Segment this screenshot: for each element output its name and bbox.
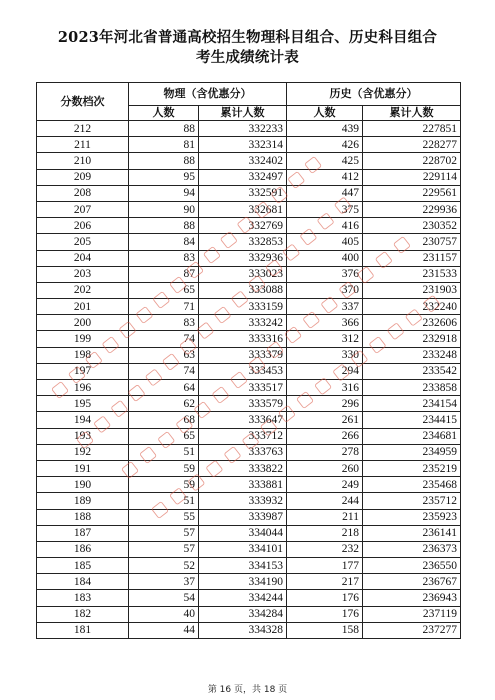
physics-cumulative-cell: 334101 [199, 541, 287, 557]
physics-count-cell: 44 [129, 622, 199, 638]
table-row [37, 574, 461, 590]
history-cumulative-cell: 236373 [363, 541, 461, 557]
physics-cumulative-cell: 334153 [199, 558, 287, 574]
physics-cumulative-cell: 332497 [199, 169, 287, 185]
score-cell: 205 [37, 234, 129, 250]
table-row [37, 509, 461, 525]
history-count-cell: 261 [287, 412, 363, 428]
score-cell: 187 [37, 525, 129, 541]
table-row [37, 428, 461, 444]
physics-count-cell: 71 [129, 299, 199, 315]
history-count-cell: 426 [287, 137, 363, 153]
table-row [37, 315, 461, 331]
history-cumulative-cell: 237277 [363, 622, 461, 638]
score-cell: 188 [37, 509, 129, 525]
physics-cumulative-cell: 333379 [199, 347, 287, 363]
physics-cumulative-cell: 333763 [199, 444, 287, 460]
physics-cumulative-cell: 333932 [199, 493, 287, 509]
score-cell: 201 [37, 299, 129, 315]
history-count-cell: 425 [287, 153, 363, 169]
table-row [37, 137, 461, 153]
score-cell: 185 [37, 558, 129, 574]
history-cumulative-cell: 229114 [363, 169, 461, 185]
physics-cumulative-cell: 334044 [199, 525, 287, 541]
table-row [37, 266, 461, 282]
table-row [37, 282, 461, 298]
physics-count-cell: 74 [129, 331, 199, 347]
table-row [37, 153, 461, 169]
physics-count-cell: 65 [129, 282, 199, 298]
score-cell: 206 [37, 218, 129, 234]
history-count-cell: 370 [287, 282, 363, 298]
history-cumulative-cell: 232240 [363, 299, 461, 315]
score-cell: 195 [37, 396, 129, 412]
physics-cumulative-cell: 334190 [199, 574, 287, 590]
physics-count-cell: 94 [129, 185, 199, 201]
physics-cumulative-cell: 332402 [199, 153, 287, 169]
physics-cumulative-cell: 333159 [199, 299, 287, 315]
history-count-cell: 218 [287, 525, 363, 541]
header-history-count: 人数 [287, 106, 363, 121]
table-row [37, 590, 461, 606]
history-count-cell: 412 [287, 169, 363, 185]
physics-count-cell: 84 [129, 234, 199, 250]
history-cumulative-cell: 233858 [363, 380, 461, 396]
score-cell: 190 [37, 477, 129, 493]
history-cumulative-cell: 236767 [363, 574, 461, 590]
score-cell: 192 [37, 444, 129, 460]
table-body [37, 121, 461, 639]
table-row [37, 558, 461, 574]
history-cumulative-cell: 232918 [363, 331, 461, 347]
history-count-cell: 266 [287, 428, 363, 444]
history-count-cell: 439 [287, 121, 363, 137]
history-cumulative-cell: 234415 [363, 412, 461, 428]
physics-count-cell: 51 [129, 493, 199, 509]
header-physics-count: 人数 [129, 106, 199, 121]
history-cumulative-cell: 231903 [363, 282, 461, 298]
table-row [37, 121, 461, 137]
history-cumulative-cell: 231533 [363, 266, 461, 282]
score-cell: 196 [37, 380, 129, 396]
physics-cumulative-cell: 332314 [199, 137, 287, 153]
physics-cumulative-cell: 334328 [199, 622, 287, 638]
physics-count-cell: 57 [129, 541, 199, 557]
history-count-cell: 158 [287, 622, 363, 638]
physics-count-cell: 57 [129, 525, 199, 541]
physics-cumulative-cell: 333881 [199, 477, 287, 493]
table-row [37, 541, 461, 557]
physics-cumulative-cell: 333242 [199, 315, 287, 331]
table-row [37, 331, 461, 347]
history-cumulative-cell: 236943 [363, 590, 461, 606]
history-cumulative-cell: 229936 [363, 201, 461, 217]
table-row [37, 250, 461, 266]
history-count-cell: 244 [287, 493, 363, 509]
score-cell: 181 [37, 622, 129, 638]
history-cumulative-cell: 229561 [363, 185, 461, 201]
score-cell: 191 [37, 460, 129, 476]
history-cumulative-cell: 228702 [363, 153, 461, 169]
table-row [37, 380, 461, 396]
history-count-cell: 296 [287, 396, 363, 412]
history-count-cell: 416 [287, 218, 363, 234]
score-cell: 199 [37, 331, 129, 347]
table-row [37, 201, 461, 217]
table-row [37, 299, 461, 315]
physics-count-cell: 74 [129, 363, 199, 379]
history-cumulative-cell: 227851 [363, 121, 461, 137]
history-cumulative-cell: 234959 [363, 444, 461, 460]
score-cell: 207 [37, 201, 129, 217]
physics-count-cell: 87 [129, 266, 199, 282]
history-cumulative-cell: 232606 [363, 315, 461, 331]
history-count-cell: 176 [287, 590, 363, 606]
physics-cumulative-cell: 332853 [199, 234, 287, 250]
header-physics-group: 物理（含优惠分） [129, 83, 287, 106]
history-cumulative-cell: 236550 [363, 558, 461, 574]
history-count-cell: 294 [287, 363, 363, 379]
table-row [37, 396, 461, 412]
physics-count-cell: 65 [129, 428, 199, 444]
header-history-cumulative: 累计人数 [363, 106, 461, 121]
table-row [37, 412, 461, 428]
physics-cumulative-cell: 333453 [199, 363, 287, 379]
history-count-cell: 260 [287, 460, 363, 476]
history-count-cell: 375 [287, 201, 363, 217]
physics-cumulative-cell: 332936 [199, 250, 287, 266]
physics-cumulative-cell: 333712 [199, 428, 287, 444]
history-count-cell: 176 [287, 606, 363, 622]
physics-cumulative-cell: 332591 [199, 185, 287, 201]
history-count-cell: 405 [287, 234, 363, 250]
physics-count-cell: 40 [129, 606, 199, 622]
physics-count-cell: 95 [129, 169, 199, 185]
table-row [37, 444, 461, 460]
score-cell: 184 [37, 574, 129, 590]
physics-count-cell: 55 [129, 509, 199, 525]
physics-count-cell: 83 [129, 250, 199, 266]
score-cell: 212 [37, 121, 129, 137]
table-row [37, 185, 461, 201]
history-count-cell: 366 [287, 315, 363, 331]
physics-cumulative-cell: 334284 [199, 606, 287, 622]
history-cumulative-cell: 230757 [363, 234, 461, 250]
score-cell: 211 [37, 137, 129, 153]
physics-count-cell: 81 [129, 137, 199, 153]
table-row [37, 622, 461, 638]
physics-count-cell: 62 [129, 396, 199, 412]
history-cumulative-cell: 235712 [363, 493, 461, 509]
history-cumulative-cell: 234681 [363, 428, 461, 444]
score-cell: 182 [37, 606, 129, 622]
score-cell: 208 [37, 185, 129, 201]
physics-count-cell: 68 [129, 412, 199, 428]
history-count-cell: 337 [287, 299, 363, 315]
physics-cumulative-cell: 333987 [199, 509, 287, 525]
score-cell: 210 [37, 153, 129, 169]
history-cumulative-cell: 235219 [363, 460, 461, 476]
history-count-cell: 400 [287, 250, 363, 266]
history-cumulative-cell: 233248 [363, 347, 461, 363]
physics-cumulative-cell: 334244 [199, 590, 287, 606]
physics-count-cell: 88 [129, 121, 199, 137]
header-score-level: 分数档次 [37, 83, 129, 121]
table-row [37, 606, 461, 622]
score-cell: 186 [37, 541, 129, 557]
score-cell: 209 [37, 169, 129, 185]
history-cumulative-cell: 231157 [363, 250, 461, 266]
physics-cumulative-cell: 333316 [199, 331, 287, 347]
table-row [37, 460, 461, 476]
history-count-cell: 249 [287, 477, 363, 493]
history-cumulative-cell: 228277 [363, 137, 461, 153]
physics-count-cell: 88 [129, 153, 199, 169]
physics-cumulative-cell: 333088 [199, 282, 287, 298]
physics-cumulative-cell: 333647 [199, 412, 287, 428]
physics-cumulative-cell: 332233 [199, 121, 287, 137]
score-cell: 183 [37, 590, 129, 606]
history-count-cell: 278 [287, 444, 363, 460]
table-row [37, 493, 461, 509]
history-cumulative-cell: 230352 [363, 218, 461, 234]
physics-count-cell: 64 [129, 380, 199, 396]
physics-count-cell: 37 [129, 574, 199, 590]
score-cell: 198 [37, 347, 129, 363]
physics-cumulative-cell: 333822 [199, 460, 287, 476]
history-cumulative-cell: 235923 [363, 509, 461, 525]
physics-cumulative-cell: 333517 [199, 380, 287, 396]
table-row [37, 234, 461, 250]
score-cell: 194 [37, 412, 129, 428]
table-row [37, 363, 461, 379]
history-count-cell: 376 [287, 266, 363, 282]
header-history-group: 历史（含优惠分） [287, 83, 461, 106]
table-row [37, 525, 461, 541]
score-cell: 203 [37, 266, 129, 282]
history-cumulative-cell: 235468 [363, 477, 461, 493]
history-count-cell: 177 [287, 558, 363, 574]
header-physics-cumulative: 累计人数 [199, 106, 287, 121]
history-count-cell: 232 [287, 541, 363, 557]
score-cell: 204 [37, 250, 129, 266]
table-row [37, 169, 461, 185]
physics-count-cell: 59 [129, 477, 199, 493]
history-count-cell: 316 [287, 380, 363, 396]
history-count-cell: 447 [287, 185, 363, 201]
table-row [37, 347, 461, 363]
document-title-line2: 考生成绩统计表 [196, 49, 299, 66]
physics-cumulative-cell: 332681 [199, 201, 287, 217]
table-row [37, 477, 461, 493]
physics-count-cell: 51 [129, 444, 199, 460]
physics-count-cell: 63 [129, 347, 199, 363]
score-cell: 200 [37, 315, 129, 331]
history-count-cell: 312 [287, 331, 363, 347]
history-count-cell: 330 [287, 347, 363, 363]
score-statistics-table [36, 82, 461, 639]
physics-count-cell: 59 [129, 460, 199, 476]
physics-count-cell: 54 [129, 590, 199, 606]
score-cell: 193 [37, 428, 129, 444]
physics-cumulative-cell: 332769 [199, 218, 287, 234]
physics-count-cell: 88 [129, 218, 199, 234]
history-count-cell: 211 [287, 509, 363, 525]
history-cumulative-cell: 234154 [363, 396, 461, 412]
physics-cumulative-cell: 333579 [199, 396, 287, 412]
page-footer: 第 16 页，共 18 页 [207, 685, 288, 695]
history-count-cell: 217 [287, 574, 363, 590]
history-cumulative-cell: 233542 [363, 363, 461, 379]
physics-cumulative-cell: 333023 [199, 266, 287, 282]
physics-count-cell: 90 [129, 201, 199, 217]
physics-count-cell: 83 [129, 315, 199, 331]
history-cumulative-cell: 236141 [363, 525, 461, 541]
score-cell: 202 [37, 282, 129, 298]
history-cumulative-cell: 237119 [363, 606, 461, 622]
score-cell: 189 [37, 493, 129, 509]
document-title-line1: 2023年河北省普通高校招生物理科目组合、历史科目组合 [57, 29, 438, 46]
table-row [37, 218, 461, 234]
physics-count-cell: 52 [129, 558, 199, 574]
score-cell: 197 [37, 363, 129, 379]
